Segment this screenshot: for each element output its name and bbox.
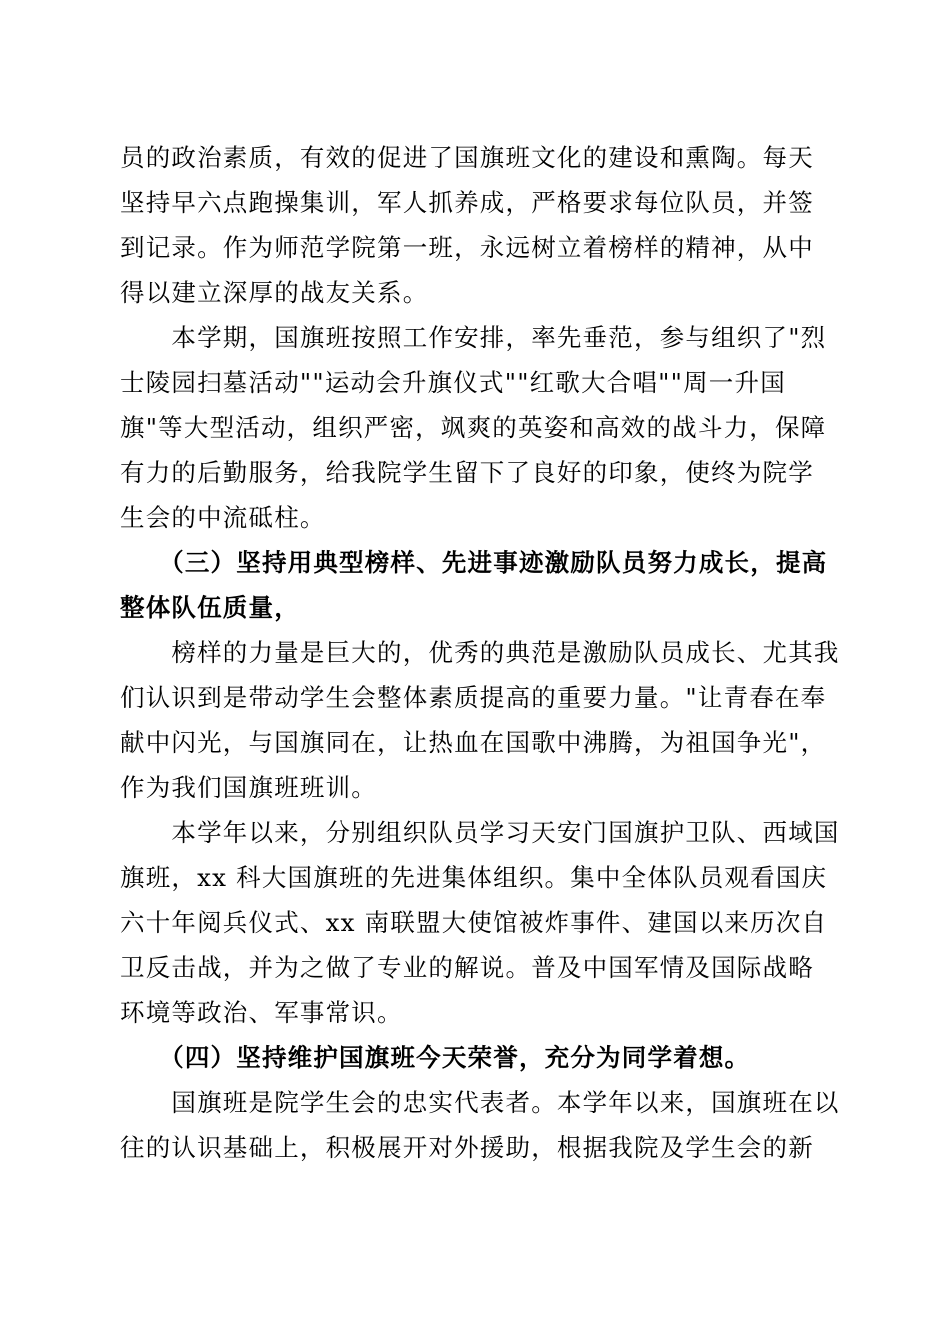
text-line: 们认识到是带动学生会整体素质提高的重要力量。"让青春在奉: [120, 683, 827, 712]
text-line: 坚持早六点跑操集训，军人抓养成，严格要求每位队员，并签: [120, 188, 814, 217]
text-line: 本学期，国旗班按照工作安排，率先垂范，参与组织了"烈: [120, 323, 827, 352]
text-line: 往的认识基础上，积极展开对外援助，根据我院及学生会的新: [120, 1133, 814, 1162]
heading-line: 整体队伍质量，: [120, 593, 300, 622]
paragraph-2: [120, 315, 835, 540]
text-line: 环境等政治、军事常识。: [120, 998, 403, 1027]
text-line: 国旗班是院学生会的忠实代表者。本学年以来，国旗班在以: [120, 1088, 840, 1117]
text-line: 本学年以来，分别组织队员学习天安门国旗护卫队、西域国: [120, 818, 840, 847]
text-line: 员的政治素质，有效的促进了国旗班文化的建设和熏陶。每天: [120, 143, 814, 172]
text-line: 榜样的力量是巨大的，优秀的典范是激励队员成长、尤其我: [120, 638, 840, 667]
text-line: 献中闪光，与国旗同在，让热血在国歌中沸腾，为祖国争光"，: [120, 728, 827, 757]
section-heading-4: [120, 1035, 835, 1080]
paragraph-1: [120, 135, 835, 315]
text-line: 得以建立深厚的战友关系。: [120, 278, 429, 307]
text-line: 旗"等大型活动，组织严密，飒爽的英姿和高效的战斗力，保障: [120, 413, 827, 442]
text-line: 卫反击战，并为之做了专业的解说。普及中国军情及国际战略: [120, 953, 814, 982]
text-line: 到记录。作为师范学院第一班，永远树立着榜样的精神，从中: [120, 233, 814, 262]
text-line: 作为我们国旗班班训。: [120, 773, 377, 802]
paragraph-7: [120, 1080, 840, 1170]
paragraph-4: [120, 630, 840, 810]
heading-line: （四）坚持维护国旗班今天荣誉，充分为同学着想。: [120, 1043, 751, 1072]
document-body: [120, 135, 840, 1170]
text-line: 旗班，xx 科大国旗班的先进集体组织。集中全体队员观看国庆: [120, 863, 828, 892]
heading-line: （三）坚持用典型榜样、先进事迹激励队员努力成长，提高: [120, 548, 828, 577]
section-heading-3: [120, 540, 835, 630]
paragraph-5: [120, 810, 840, 1035]
text-line: 士陵园扫墓活动""运动会升旗仪式""红歌大合唱""周一升国: [120, 368, 786, 397]
text-line: 六十年阅兵仪式、xx 南联盟大使馆被炸事件、建国以来历次自: [120, 908, 828, 937]
text-line: 有力的后勤服务，给我院学生留下了良好的印象，使终为院学: [120, 458, 814, 487]
text-line: 生会的中流砥柱。: [120, 503, 326, 532]
